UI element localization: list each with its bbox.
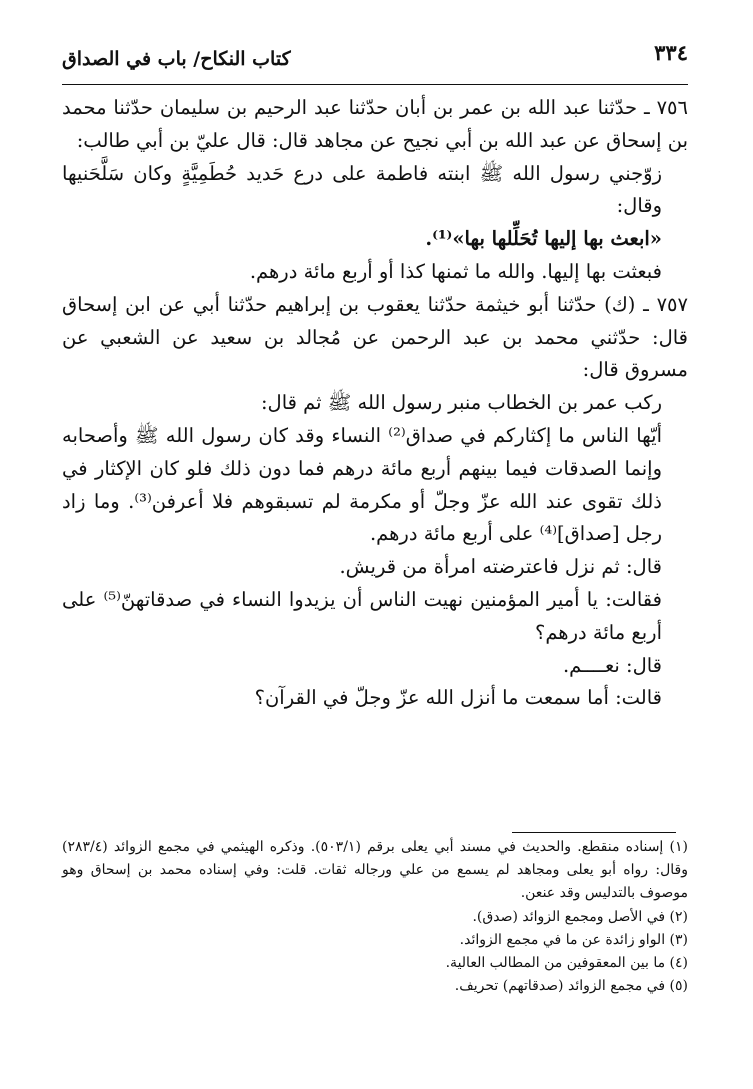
paragraph: أيّها الناس ما إكثاركم في صداق⁽²⁾ النساء وقد كان رسول الله ﷺ وأصحابه وإنما الصدقات فيما بينهم أربع مائة درهم فما دون ذلك فلو كان الإكثار في ذلك تقوى عند الله عزّ وجلّ أو مكرمة لم تسبقوهم فلا أعرفن⁽³⁾. وما زاد رجل [صداق]⁽⁴⁾ على أربع مائة درهم. <box>62 423 662 546</box>
footnote-3: (٣) الواو زائدة عن ما في مجمع الزوائد. <box>459 931 688 948</box>
paragraph: قالت: أما سمعت ما أنزل الله عزّ وجلّ في القرآن؟ <box>254 686 662 710</box>
footnote-rule <box>512 832 676 833</box>
page-number: ٣٣٤ <box>654 40 688 65</box>
paragraph: قال: نعــــم. <box>562 653 662 677</box>
hadith-756-matn: زوّجني رسول الله ﷺ ابنته فاطمة على درع حَديد حُطَمِيَّةٍ وكان سَلَّحَنيها وقال: <box>62 161 662 218</box>
header-rule <box>62 84 688 85</box>
main-text <box>62 92 688 715</box>
paragraph: فبعثت بها إليها. والله ما ثمنها كذا أو أربع مائة درهم. <box>249 259 662 283</box>
prophetic-quote: «ابعث بها إليها تُحَلِّلها بها»⁽¹⁾. <box>425 227 662 251</box>
running-title: كتاب النكاح/ باب في الصداق <box>62 48 291 70</box>
footnote-4: (٤) ما بين المعقوفين من المطالب العالية. <box>445 955 688 972</box>
paragraph: قال: ثم نزل فاعترضته امرأة من قريش. <box>339 555 662 579</box>
hadith-756-isnad: ٧٥٦ ـ حدّثنا عبد الله بن عمر بن أبان حدّثنا عبد الرحيم بن سليمان حدّثنا محمد بن إسحاق عن عبد الله بن أبي نجيح عن مجاهد قال: قال عليّ بن أبي طالب: <box>62 96 688 152</box>
footnotes <box>62 836 688 998</box>
paragraph: فقالت: يا أمير المؤمنين نهيت الناس أن يزيدوا النساء في صدقاتهنّ⁽⁵⁾ على أربع مائة درهم؟ <box>62 587 662 644</box>
footnote-2: (٢) في الأصل ومجمع الزوائد (صدق). <box>472 908 688 925</box>
paragraph: ركب عمر بن الخطاب منبر رسول الله ﷺ ثم قال: <box>260 391 662 415</box>
footnote-5: (٥) في مجمع الزوائد (صدقاتهم) تحريف. <box>454 978 688 995</box>
footnote-1: (١) إسناده منقطع. والحديث في مسند أبي يعلى برقم (٥٠٣/١). وذكره الهيثمي في مجمع الزوائد (٢٨٣/٤) وقال: رواه أبو يعلى ومجاهد لم يسمع من علي ورجاله ثقات. قلت: وفي إسناده محمد بن إسحاق وهو موصوف بالتدليس وقد عنعن. <box>62 839 688 902</box>
hadith-757-isnad: ٧٥٧ ـ (ك) حدّثنا أبو خيثمة حدّثنا يعقوب بن إبراهيم حدّثنا أبي عن ابن إسحاق قال: حدّثني محمد بن عبد الرحمن عن مُجالد بن سعيد عن الشعبي عن مسروق قال: <box>62 292 688 382</box>
page-header <box>62 40 688 84</box>
